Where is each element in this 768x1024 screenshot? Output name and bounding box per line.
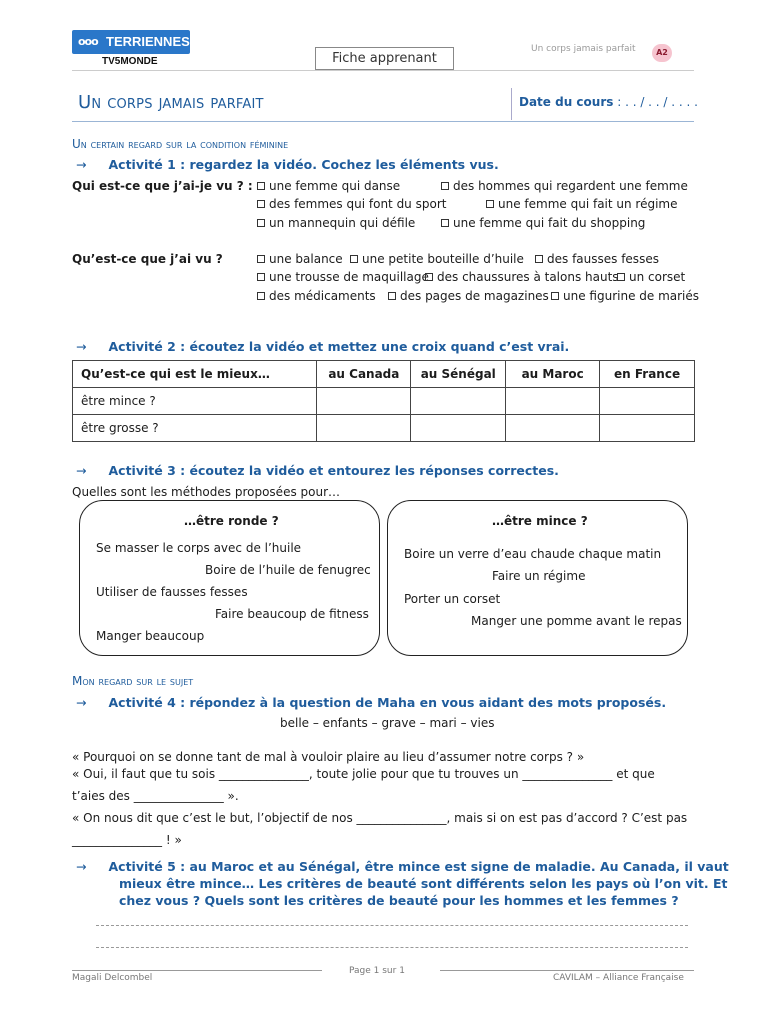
table-cell[interactable] [506, 388, 600, 415]
quote-line: « Pourquoi on se donne tant de mal à vouloir plaire au lieu d’assumer notre corps ? » [72, 750, 585, 764]
quote-line: « On nous dit que c’est le but, l’objectif de nos _______________, mais si on est pas d’accord ? C’est pas [72, 811, 688, 825]
table-cell[interactable] [600, 415, 695, 442]
page-title: Un corps jamais parfait [78, 92, 264, 113]
checkbox-option[interactable]: une figurine de mariés [551, 289, 699, 303]
activity-3-intro: Quelles sont les méthodes proposées pour… [72, 485, 341, 499]
checkbox-option[interactable]: une trousse de maquillage [257, 270, 429, 284]
checkbox-icon[interactable] [257, 200, 265, 208]
table-row [73, 415, 695, 442]
activity-1-question-2: Qu’est-ce que j’ai vu ? [72, 252, 223, 266]
logo-sub: TV5MONDE [102, 56, 158, 67]
checkbox-option[interactable]: des femmes qui font du sport [257, 197, 446, 211]
checkbox-icon[interactable] [257, 219, 265, 227]
table-header: au Sénégal [411, 361, 506, 388]
method-item[interactable]: Faire un régime [492, 569, 586, 583]
arrow-icon: → [76, 859, 87, 874]
checkbox-icon[interactable] [350, 255, 358, 263]
checkbox-option[interactable]: des médicaments [257, 289, 376, 303]
title-divider [72, 121, 694, 122]
activity-4-heading [76, 695, 666, 710]
method-item[interactable]: Utiliser de fausses fesses [96, 585, 248, 599]
checkbox-option[interactable]: un mannequin qui défile [257, 216, 415, 230]
method-item[interactable]: Se masser le corps avec de l’huile [96, 541, 302, 555]
activity-1-label: Activité 1 : regardez la vidéo. Cochez les éléments vus. [108, 157, 499, 172]
arrow-icon: → [76, 339, 87, 354]
activity-2-table [72, 360, 695, 442]
method-item[interactable]: Faire beaucoup de fitness [215, 607, 369, 621]
checkbox-option[interactable]: des pages de magazines [388, 289, 549, 303]
activity-5-line: Activité 5 : au Maroc et au Sénégal, être mince est signe de maladie. Au Canada, il vaut [108, 859, 729, 874]
bubble-round [79, 500, 380, 656]
activity-3-label: Activité 3 : écoutez la vidéo et entourez les réponses correctes. [108, 463, 559, 478]
checkbox-icon[interactable] [441, 182, 449, 190]
terriennes-logo [72, 30, 190, 68]
table-cell[interactable] [411, 388, 506, 415]
footer-author: Magali Delcombel [72, 973, 153, 983]
checkbox-icon[interactable] [486, 200, 494, 208]
table-cell[interactable] [317, 388, 411, 415]
quote-line: « Oui, il faut que tu sois _______________, toute jolie pour que tu trouves un _______________ et que [72, 767, 655, 781]
checkbox-option[interactable]: des chaussures à talons hauts [425, 270, 619, 284]
title-separator [511, 88, 512, 120]
checkbox-icon[interactable] [257, 292, 265, 300]
checkbox-option[interactable]: des hommes qui regardent une femme [441, 179, 688, 193]
footer-line-right [440, 970, 694, 971]
checkbox-icon[interactable] [257, 255, 265, 263]
arrow-icon: → [76, 157, 87, 172]
checkbox-option[interactable]: des fausses fesses [535, 252, 659, 266]
footer-page: Page 1 sur 1 [349, 966, 405, 976]
activity-1-heading [76, 157, 499, 172]
table-header-row [73, 361, 695, 388]
method-item[interactable]: Manger beaucoup [96, 629, 205, 643]
table-row [73, 388, 695, 415]
method-item[interactable]: Boire un verre d’eau chaude chaque matin [404, 547, 662, 561]
table-header: Qu’est-ce qui est le mieux… [73, 361, 317, 388]
table-header: au Canada [317, 361, 411, 388]
checkbox-option[interactable]: un corset [617, 270, 685, 284]
checkbox-icon[interactable] [551, 292, 559, 300]
footer-org: CAVILAM – Alliance Française [553, 973, 684, 983]
bubble-thin-title: …être mince ? [492, 514, 588, 528]
answer-line[interactable] [96, 947, 688, 948]
table-cell[interactable] [506, 415, 600, 442]
checkbox-option[interactable]: une femme qui fait du shopping [441, 216, 645, 230]
activity-5-line: mieux être mince… Les critères de beauté sont différents selon les pays où l’on vit. Et [119, 876, 728, 891]
checkbox-icon[interactable] [441, 219, 449, 227]
checkbox-icon[interactable] [617, 273, 625, 281]
table-header: au Maroc [506, 361, 600, 388]
table-cell[interactable] [317, 415, 411, 442]
activity-4-label: Activité 4 : répondez à la question de Maha en vous aidant des mots proposés. [108, 695, 667, 710]
activity-5-line: chez vous ? Quels sont les critères de beauté pour les hommes et les femmes ? [119, 893, 679, 908]
checkbox-icon[interactable] [388, 292, 396, 300]
word-bank: belle – enfants – grave – mari – vies [280, 716, 495, 730]
logo-brand: TERRIENNES [106, 34, 190, 49]
date-label: Date du cours [519, 95, 614, 109]
table-cell[interactable] [600, 388, 695, 415]
checkbox-icon[interactable] [425, 273, 433, 281]
header-doc-title: Un corps jamais parfait [531, 44, 636, 54]
bubble-thin [387, 500, 688, 656]
arrow-icon: → [76, 463, 87, 478]
bubble-round-title: …être ronde ? [184, 514, 279, 528]
footer-line-left [72, 970, 322, 971]
method-item[interactable]: Porter un corset [404, 592, 501, 606]
checkbox-icon[interactable] [257, 273, 265, 281]
checkbox-option[interactable]: une petite bouteille d’huile [350, 252, 524, 266]
activity-5-heading [76, 859, 729, 874]
checkbox-icon[interactable] [257, 182, 265, 190]
table-row-label: être mince ? [73, 388, 317, 415]
section-heading-1: Un certain regard sur la condition féminine [72, 137, 289, 151]
quote-line: t’aies des _______________ ». [72, 789, 239, 803]
table-cell[interactable] [411, 415, 506, 442]
header-divider [72, 70, 694, 71]
checkbox-option[interactable]: une femme qui fait un régime [486, 197, 678, 211]
level-badge: A2 [652, 44, 672, 62]
course-date [519, 95, 698, 109]
arrow-icon: → [76, 695, 87, 710]
checkbox-option[interactable]: une balance [257, 252, 343, 266]
activity-2-heading [76, 339, 569, 354]
sheet-label: Fiche apprenant [315, 47, 454, 70]
quote-line: _______________ ! » [72, 833, 182, 847]
logo-people-icon: ooo [78, 35, 98, 48]
activity-3-heading [76, 463, 559, 478]
method-item[interactable]: Boire de l’huile de fenugrec [205, 563, 371, 577]
method-item[interactable]: Manger une pomme avant le repas [471, 614, 682, 628]
checkbox-icon[interactable] [535, 255, 543, 263]
activity-1-question-1: Qui est-ce que j’ai-je vu ? : [72, 179, 253, 193]
table-header: en France [600, 361, 695, 388]
answer-line[interactable] [96, 925, 688, 926]
date-value: : . . / . . / . . . . [613, 95, 698, 109]
checkbox-option[interactable]: une femme qui danse [257, 179, 400, 193]
activity-2-label: Activité 2 : écoutez la vidéo et mettez une croix quand c’est vrai. [108, 339, 570, 354]
section-heading-2: Mon regard sur le sujet [72, 674, 194, 688]
table-row-label: être grosse ? [73, 415, 317, 442]
